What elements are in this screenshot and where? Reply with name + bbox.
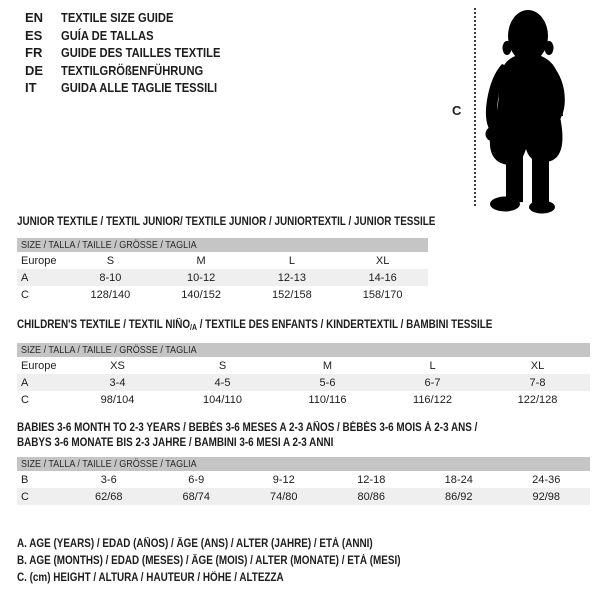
row-label: C (21, 393, 29, 406)
age-cell: 5-6 (319, 376, 336, 389)
height-cell: 98/104 (100, 393, 135, 406)
language-row-de (25, 62, 246, 80)
age-cell: 14-16 (368, 271, 397, 284)
language-label: GUÍA DE TALLAS (61, 27, 154, 43)
baby-silhouette-icon (482, 4, 574, 216)
height-measure-label: C (452, 103, 462, 118)
language-row-it (25, 79, 246, 97)
height-cell: 158/170 (362, 288, 403, 301)
legend-line-b: B. AGE (MONTHS) / EDAD (MESES) / ÂGE (MOIS) / ALTER (MONATE) / ETÀ (MESI) (17, 554, 401, 567)
row-label: C (21, 490, 29, 503)
language-code: EN (25, 10, 44, 26)
table-row (17, 374, 590, 391)
language-label: TEXTILE SIZE GUIDE (61, 10, 174, 26)
row-label: A (21, 376, 29, 389)
size-cell: L (288, 254, 295, 267)
size-header-bar: SIZE / TALLA / TAILLE / GRÖSSE / TAGLIA (17, 238, 428, 252)
height-cell: 152/158 (271, 288, 312, 301)
age-cell: 7-8 (529, 376, 546, 389)
size-cell: XS (110, 359, 125, 372)
size-cell: M (322, 359, 333, 372)
language-label: TEXTILGRÖßENFÜHRUNG (61, 62, 204, 78)
size-cell: M (196, 254, 206, 267)
children-size-table (17, 343, 590, 408)
row-label: A (21, 271, 29, 284)
language-row-en (25, 9, 246, 27)
size-cell: XL (530, 359, 545, 372)
table-row (17, 252, 428, 269)
height-cell: 116/122 (413, 393, 452, 406)
height-cell: 140/152 (181, 288, 221, 301)
height-cell: 122/128 (517, 393, 558, 406)
height-cell: 80/86 (357, 490, 386, 503)
subscript-text: /A (190, 323, 197, 332)
row-label: B (21, 473, 29, 486)
age-cell: 8-10 (99, 271, 122, 284)
height-cell: 68/74 (182, 490, 211, 503)
height-cell: 74/80 (269, 490, 298, 503)
height-cell: 104/110 (203, 393, 242, 406)
table-row (17, 269, 428, 286)
height-cell: 92/98 (532, 490, 561, 503)
age-cell: 12-18 (357, 473, 386, 486)
height-cell: 128/140 (90, 288, 131, 301)
language-row-fr (25, 44, 246, 62)
children-table-title: CHILDREN'S TEXTILE / TEXTIL $NIÑO_{/A}$ / TEXTILE DES ENFANTS / KINDERTEXTIL / BAMBINI TESSILE (17, 319, 493, 332)
height-cell: 110/116 (308, 393, 347, 406)
size-cell: S (106, 254, 115, 267)
measure-legend (17, 535, 463, 586)
age-cell: 6-9 (188, 473, 205, 486)
table-row (17, 488, 590, 505)
babies-table-title: BABIES 3-6 MONTH TO 2-3 YEARS / BEBÉS 3-6 MESES A 2-3 AÑOS / BÉBÉS 3-6 MOIS À 2-3 ANS / BABYS 3-6 MONATE BIS 2-3 JAHRE / BAMBINI 3-6 MESI A 2-3 ANNI (17, 422, 478, 449)
row-label: C (21, 288, 29, 301)
size-cell: L (429, 359, 436, 372)
table-row (17, 471, 590, 488)
age-cell: 4-5 (214, 376, 231, 389)
height-measure-line (474, 8, 476, 206)
age-cell: 10-12 (187, 271, 216, 284)
table-row (17, 286, 428, 303)
height-cell: 86/92 (444, 490, 473, 503)
babies-size-table (17, 457, 590, 505)
age-cell: 9-12 (272, 473, 295, 486)
junior-size-table (17, 238, 428, 303)
table-row (17, 357, 590, 374)
language-code: IT (25, 80, 37, 96)
size-cell: S (218, 359, 227, 372)
row-label: Europe (21, 359, 57, 372)
height-cell: 62/68 (94, 490, 123, 503)
age-cell: 12-13 (277, 271, 306, 284)
age-cell: 24-36 (532, 473, 561, 486)
legend-line-a: A. AGE (YEARS) / EDAD (AÑOS) / ÂGE (ANS) / ALTER (JAHRE) / ETÀ (ANNI) (17, 537, 373, 550)
junior-table-title: JUNIOR TEXTILE / TEXTIL JUNIOR/ TEXTILE JUNIOR / JUNIORTEXTIL / JUNIOR TESSILE (17, 216, 436, 228)
language-code: FR (25, 45, 43, 61)
language-code: DE (25, 62, 44, 78)
age-cell: 6-7 (424, 376, 441, 389)
size-header-bar: SIZE / TALLA / TAILLE / GRÖSSE / TAGLIA (17, 457, 590, 471)
language-label: GUIDE DES TAILLES TEXTILE (61, 45, 221, 61)
age-cell: 3-4 (109, 376, 126, 389)
language-code: ES (25, 27, 43, 43)
language-label: GUIDA ALLE TAGLIE TESSILI (61, 80, 218, 96)
age-cell: 18-24 (444, 473, 473, 486)
language-list (25, 9, 246, 97)
table-row (17, 391, 590, 408)
size-header-bar: SIZE / TALLA / TAILLE / GRÖSSE / TAGLIA (17, 343, 590, 357)
age-cell: 3-6 (100, 473, 117, 486)
size-cell: XL (375, 254, 390, 267)
row-label: Europe (21, 254, 57, 267)
language-row-es (25, 27, 246, 45)
legend-line-c: C. (cm) HEIGHT / ALTURA / HAUTEUR / HÖHE / ALTEZZA (17, 571, 284, 584)
